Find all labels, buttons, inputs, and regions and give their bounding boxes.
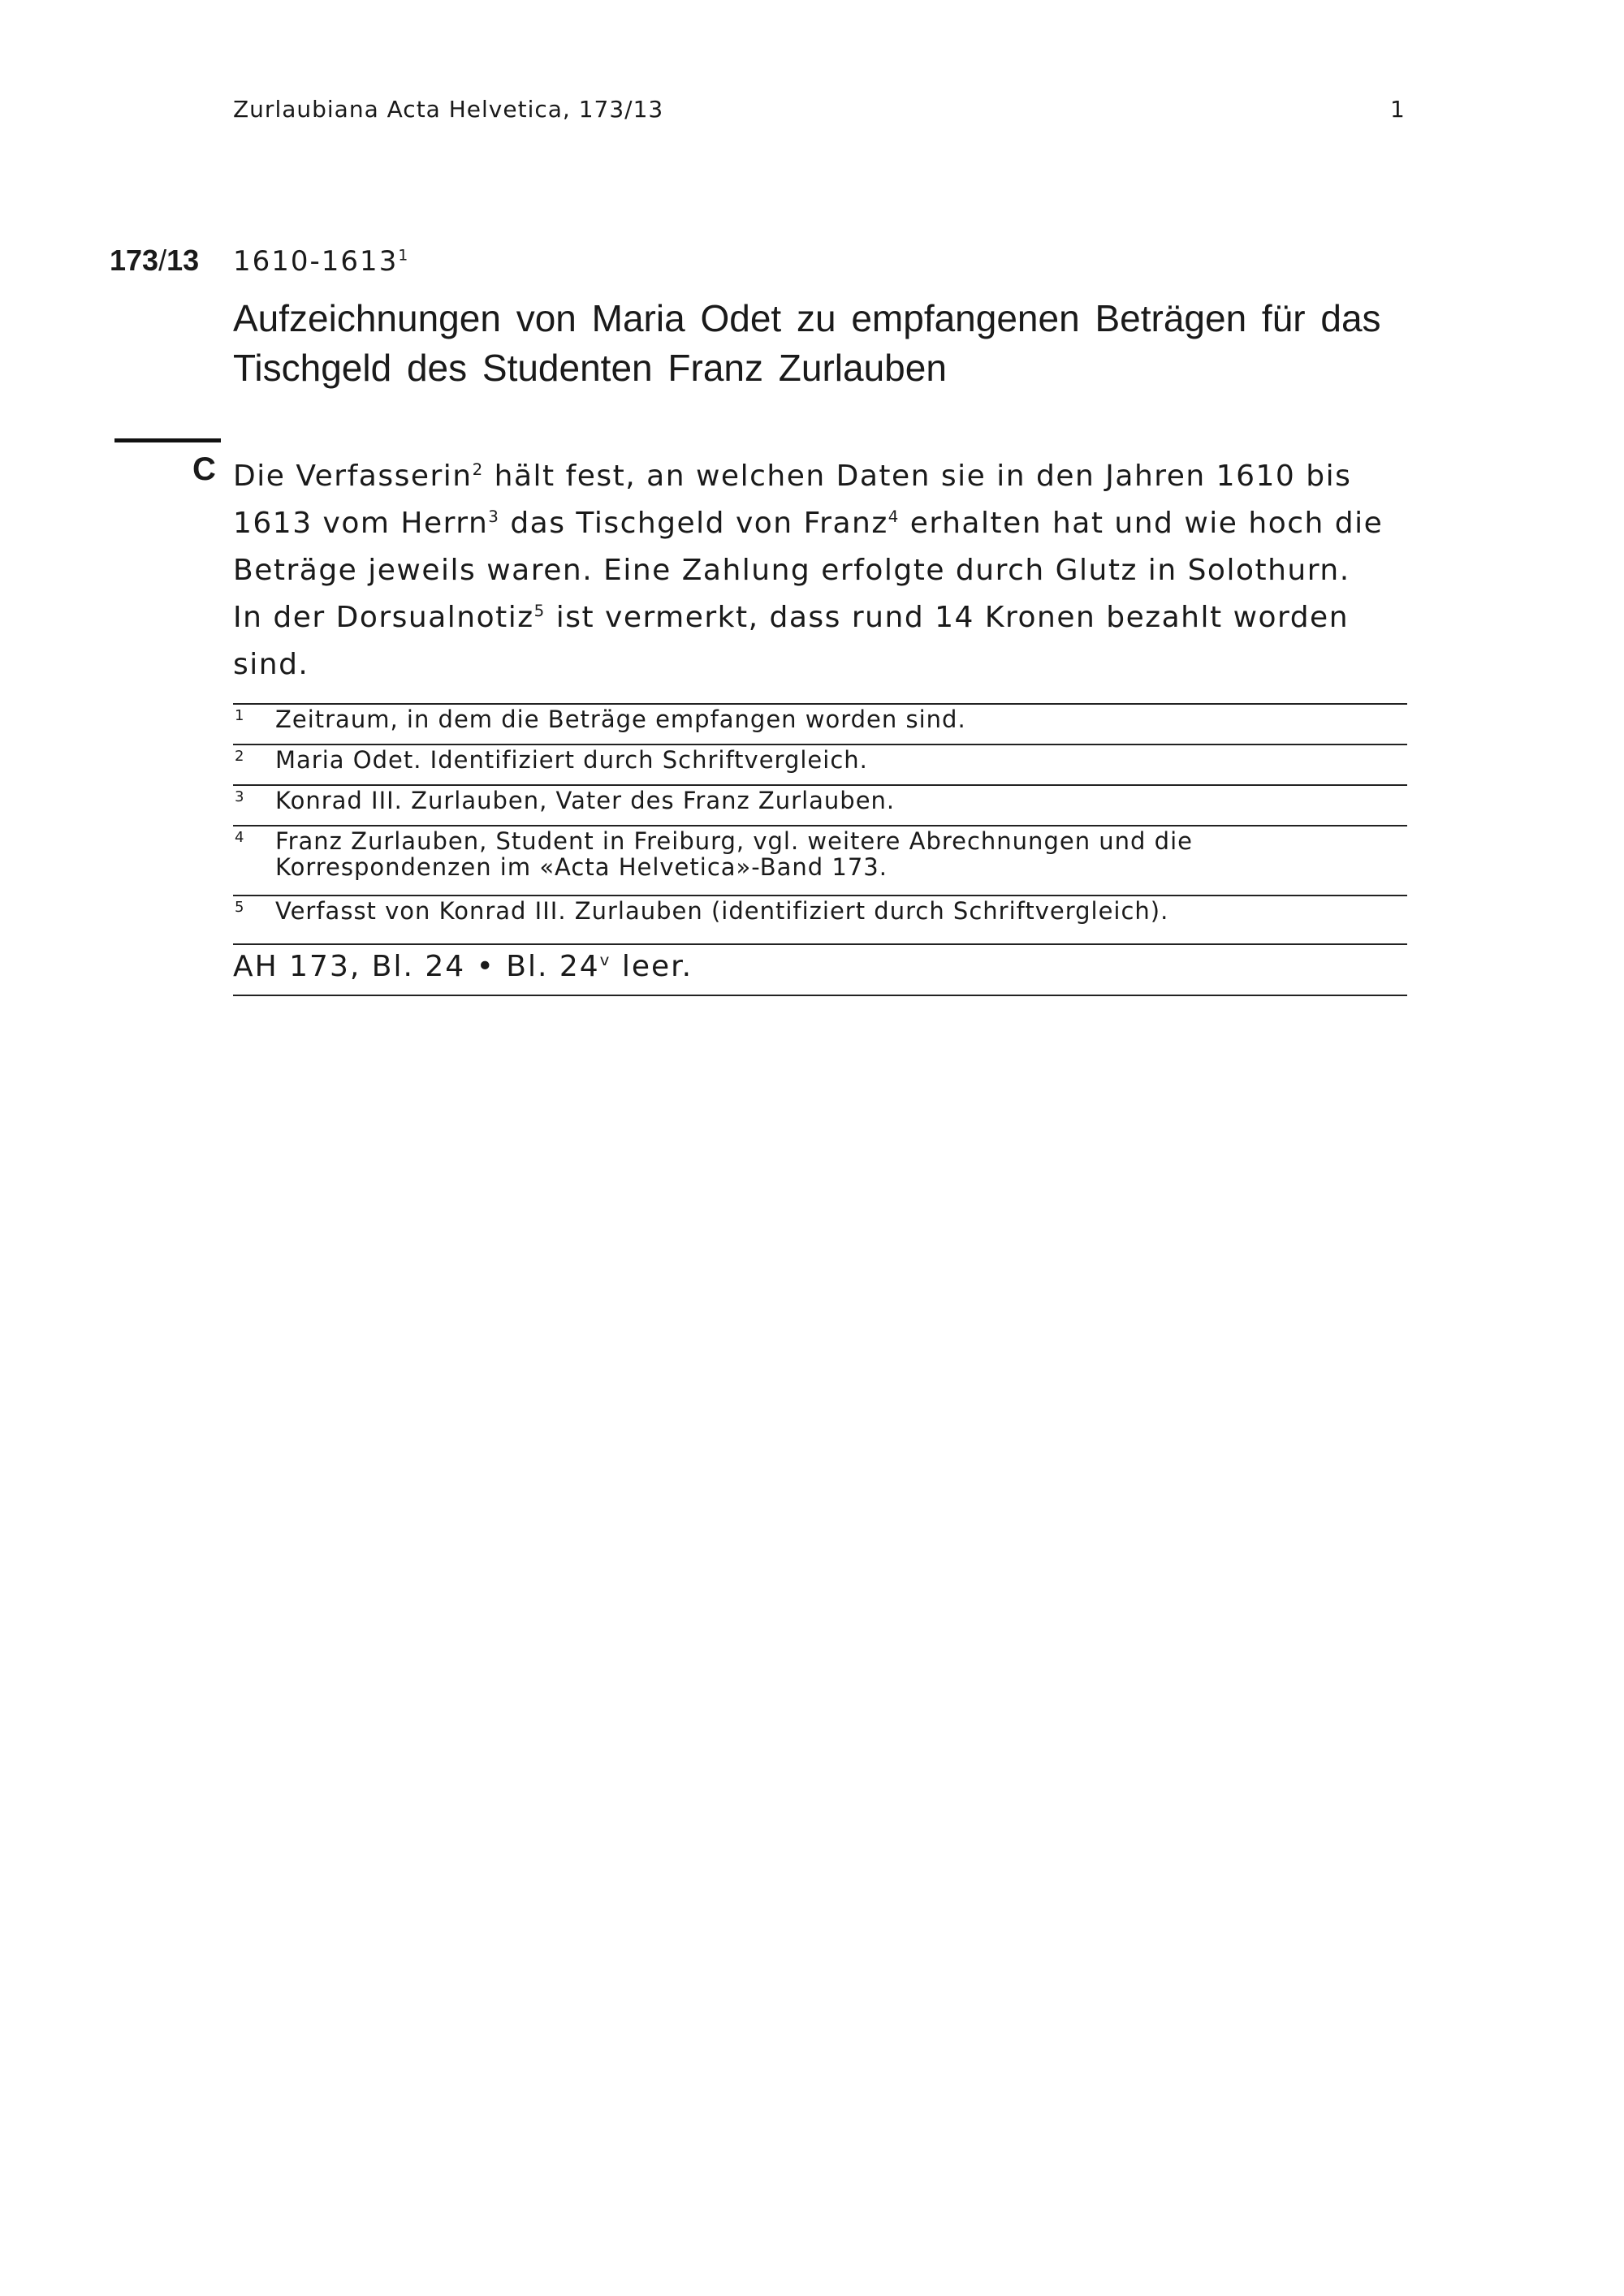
footnote-ref-5: 5: [533, 602, 546, 620]
footnote-ref-2: 2: [472, 460, 484, 479]
footnote-number: 3: [235, 788, 245, 805]
entry-volume: 173: [110, 244, 159, 277]
entry-date: [233, 245, 409, 278]
footnote-number: 2: [235, 748, 245, 765]
summary-text: In der Dorsualnotiz: [233, 601, 534, 634]
footnote-text: Franz Zurlauben, Student in Freiburg, vgl. weitere Abrechnungen und die Korrespondenzen im «Acta Helvetica»-Band 173.: [275, 827, 1193, 881]
footnote-ref-4: 4: [888, 507, 900, 526]
footnote-text: Konrad III. Zurlauben, Vater des Franz Zurlauben.: [275, 787, 896, 814]
summary: [233, 453, 1419, 688]
footnotes: [233, 703, 1407, 996]
footnote: [233, 784, 1407, 825]
entry-number-slash: /: [158, 244, 167, 277]
running-header: Zurlaubiana Acta Helvetica, 173/13: [233, 96, 664, 123]
footnote-text: Zeitraum, in dem die Beträge empfangen worden sind.: [275, 706, 966, 733]
summary-text: hält fest, an welchen Daten sie in den Jahren 1610 bis 1613 vom Herrn: [233, 460, 1352, 540]
footnote-ref-3: 3: [488, 507, 500, 526]
shelfmark-text: AH 173, Bl. 24 • Bl. 24: [233, 950, 600, 983]
summary-text: erhalten hat und wie hoch die Beträge jeweils waren. Eine Zahlung erfolgte durch Glutz in Solothurn.: [233, 507, 1384, 587]
entry-date-text: 1610-1613: [233, 245, 399, 278]
footnote-number: 4: [235, 829, 245, 846]
shelfmark-verso-mark: v: [599, 951, 611, 969]
footnote: [233, 744, 1407, 784]
entry-item: 13: [166, 244, 200, 277]
footnote-text: Verfasst von Konrad III. Zurlauben (identifiziert durch Schriftvergleich).: [275, 897, 1169, 925]
summary-paragraph-1: [233, 453, 1419, 594]
section-marker: C: [192, 451, 216, 487]
footnote: [233, 703, 1407, 744]
entry-number: [110, 244, 199, 278]
page-number: 1: [1390, 96, 1405, 123]
footnote-text: Maria Odet. Identifiziert durch Schriftvergleich.: [275, 746, 868, 774]
footnote-number: 1: [235, 707, 245, 724]
shelfmark-note: leer.: [611, 950, 693, 983]
summary-text: Die Verfasserin: [233, 460, 473, 493]
footnote-number: 5: [235, 899, 245, 916]
footnote: [233, 895, 1407, 943]
summary-paragraph-2: [233, 594, 1419, 688]
margin-rule: [114, 438, 221, 442]
shelfmark: [233, 943, 1407, 996]
summary-text: das Tischgeld von Franz: [499, 507, 888, 540]
summary-text: ist vermerkt, dass rund 14 Kronen bezahlt worden sind.: [233, 601, 1350, 681]
footnote: [233, 825, 1407, 895]
footnote-ref-1: 1: [398, 247, 410, 265]
entry-title: Aufzeichnungen von Maria Odet zu empfangenen Beträgen für das Tischgeld des Studenten Franz Zurlauben: [233, 297, 1381, 389]
